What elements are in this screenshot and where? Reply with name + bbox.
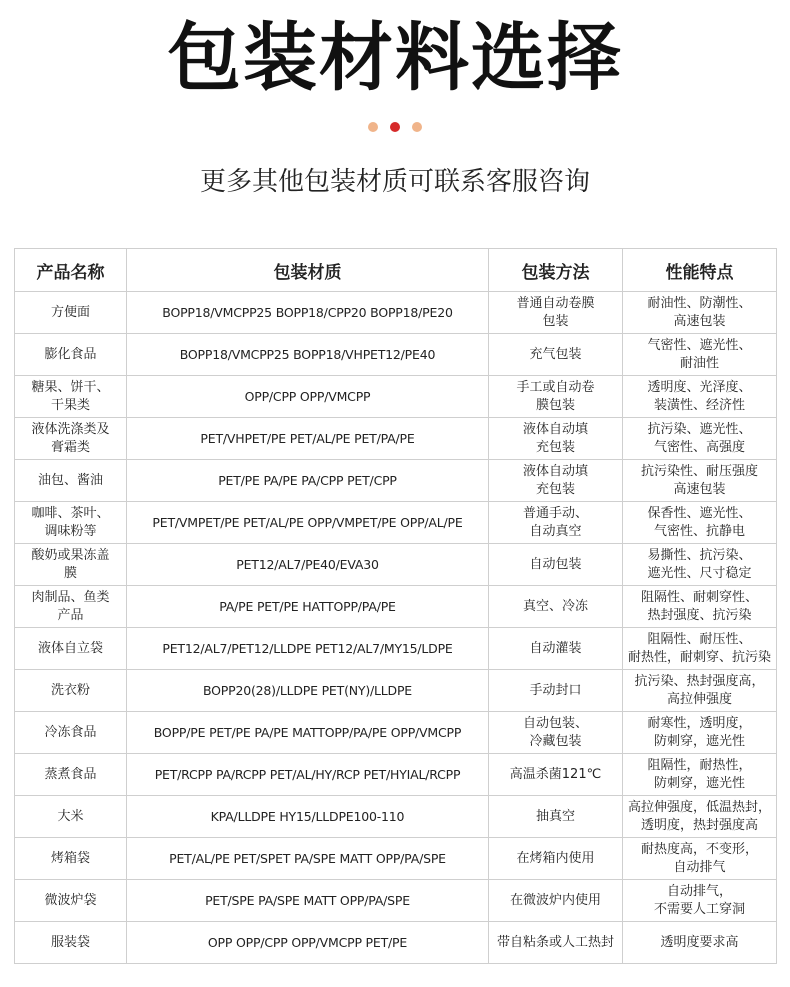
- packaging-method-cell: [489, 418, 623, 460]
- performance-features-line: 透明度，热封强度高: [640, 817, 758, 833]
- packaging-method-line: 包装: [542, 313, 569, 329]
- product-name-line: 油包、酱油: [37, 472, 103, 488]
- packaging-method-cell: [489, 796, 623, 838]
- table-row: [15, 376, 777, 418]
- packaging-method-line: 自动包装、: [522, 715, 588, 731]
- packaging-method-cell: [489, 754, 623, 796]
- performance-features-line: 自动排气: [673, 859, 726, 875]
- packaging-material-cell: PET/VMPET/PE PET/AL/PE OPP/VMPET/PE OPP/AL/PE: [127, 502, 489, 544]
- header-performance-features: 性能特点: [623, 249, 777, 292]
- table-row: [15, 796, 777, 838]
- performance-features-cell: [623, 586, 777, 628]
- performance-features-line: 透明度、光泽度、: [647, 379, 752, 395]
- packaging-material-cell: PET/SPE PA/SPE MATT OPP/PA/SPE: [127, 880, 489, 922]
- product-name-line: 蒸煮食品: [44, 766, 97, 782]
- product-name-cell: [15, 586, 127, 628]
- product-name-line: 膏霜类: [50, 439, 90, 455]
- performance-features-line: 抗污染、热封强度高，: [634, 673, 765, 689]
- product-name-cell: [15, 334, 127, 376]
- packaging-method-line: 高温杀菌121℃: [509, 766, 602, 782]
- performance-features-line: 防刺穿，遮光性: [653, 775, 745, 791]
- table-row: [15, 586, 777, 628]
- product-name-line: 烤箱袋: [50, 850, 90, 866]
- product-name-line: 微波炉袋: [44, 892, 97, 908]
- table-row: [15, 880, 777, 922]
- performance-features-cell: [623, 628, 777, 670]
- table-row: [15, 418, 777, 460]
- packaging-method-line: 真空、冷冻: [522, 598, 588, 614]
- product-name-cell: [15, 880, 127, 922]
- packaging-method-cell: [489, 292, 623, 334]
- packaging-method-cell: [489, 880, 623, 922]
- packaging-method-cell: [489, 544, 623, 586]
- dot-center: [390, 122, 400, 132]
- product-name-cell: [15, 460, 127, 502]
- product-name-line: 冷冻食品: [44, 724, 97, 740]
- packaging-method-line: 液体自动填: [522, 463, 588, 479]
- product-name-line: 调味粉等: [44, 523, 97, 539]
- product-name-cell: [15, 922, 127, 964]
- packaging-method-line: 冷藏包装: [529, 733, 582, 749]
- product-name-line: 大米: [57, 808, 84, 824]
- packaging-material-cell: PET12/AL7/PET12/LLDPE PET12/AL7/MY15/LDPE: [127, 628, 489, 670]
- packaging-method-cell: [489, 670, 623, 712]
- product-name-line: 酸奶或果冻盖: [31, 547, 110, 563]
- product-name-cell: [15, 292, 127, 334]
- packaging-method-line: 在烤箱内使用: [516, 850, 595, 866]
- product-name-line: 产品: [57, 607, 84, 623]
- packaging-material-cell: KPA/LLDPE HY15/LLDPE100-110: [127, 796, 489, 838]
- header-packaging-method: 包装方法: [489, 249, 623, 292]
- performance-features-line: 耐寒性，透明度，: [647, 715, 752, 731]
- product-name-cell: [15, 712, 127, 754]
- product-name-cell: [15, 502, 127, 544]
- performance-features-line: 不需要人工穿洞: [653, 901, 745, 917]
- table-row: [15, 838, 777, 880]
- table-row: [15, 922, 777, 964]
- packaging-material-cell: PET/PE PA/PE PA/CPP PET/CPP: [127, 460, 489, 502]
- packaging-method-line: 自动灌装: [529, 640, 582, 656]
- packaging-method-line: 带自粘条或人工热封: [496, 934, 614, 950]
- performance-features-line: 抗污染性、耐压强度: [640, 463, 758, 479]
- packaging-method-line: 充包装: [535, 481, 575, 497]
- product-name-line: 液体洗涤类及: [31, 421, 110, 437]
- product-name-cell: [15, 754, 127, 796]
- header-product-name: 产品名称: [15, 249, 127, 292]
- performance-features-line: 耐油性、防潮性、: [647, 295, 752, 311]
- performance-features-line: 高速包装: [673, 313, 726, 329]
- table-row: [15, 334, 777, 376]
- product-name-line: 膜: [63, 565, 77, 581]
- packaging-method-cell: [489, 838, 623, 880]
- header-packaging-material: 包装材质: [127, 249, 489, 292]
- packaging-method-cell: [489, 586, 623, 628]
- packaging-material-cell: BOPP18/VMCPP25 BOPP18/VHPET12/PE40: [127, 334, 489, 376]
- packaging-materials-table: [14, 248, 777, 964]
- performance-features-line: 高速包装: [673, 481, 726, 497]
- packaging-material-cell: BOPP18/VMCPP25 BOPP18/CPP20 BOPP18/PE20: [127, 292, 489, 334]
- table-row: [15, 292, 777, 334]
- product-name-cell: [15, 796, 127, 838]
- performance-features-line: 阻隔性，耐热性，: [647, 757, 752, 773]
- performance-features-line: 气密性、遮光性、: [647, 337, 752, 353]
- product-name-line: 液体自立袋: [37, 640, 103, 656]
- packaging-method-line: 膜包装: [535, 397, 575, 413]
- performance-features-cell: [623, 754, 777, 796]
- performance-features-line: 防刺穿，遮光性: [653, 733, 745, 749]
- performance-features-cell: [623, 502, 777, 544]
- packaging-method-line: 充气包装: [529, 346, 582, 362]
- packaging-method-cell: [489, 376, 623, 418]
- product-name-line: 咖啡、茶叶、: [31, 505, 110, 521]
- table-row: [15, 754, 777, 796]
- performance-features-line: 耐热性，耐刺穿、抗污染: [627, 649, 771, 665]
- page-title: 包装材料选择: [167, 15, 623, 101]
- product-name-line: 膨化食品: [44, 346, 97, 362]
- packaging-method-cell: [489, 922, 623, 964]
- performance-features-line: 易撕性、抗污染、: [647, 547, 752, 563]
- performance-features-line: 遮光性、尺寸稳定: [647, 565, 752, 581]
- packaging-method-cell: [489, 628, 623, 670]
- product-name-cell: [15, 418, 127, 460]
- performance-features-line: 气密性、抗静电: [653, 523, 745, 539]
- dot-left: [368, 122, 378, 132]
- page-subtitle: 更多其他包装材质可联系客服咨询: [199, 167, 590, 197]
- dot-right: [412, 122, 422, 132]
- performance-features-cell: [623, 460, 777, 502]
- product-name-line: 糖果、饼干、: [31, 379, 110, 395]
- performance-features-cell: [623, 418, 777, 460]
- packaging-method-line: 自动包装: [529, 556, 582, 572]
- performance-features-cell: [623, 838, 777, 880]
- product-name-cell: [15, 544, 127, 586]
- packaging-method-cell: [489, 334, 623, 376]
- table-row: [15, 628, 777, 670]
- performance-features-line: 阻隔性、耐压性、: [647, 631, 752, 647]
- performance-features-line: 抗污染、遮光性、: [647, 421, 752, 437]
- product-name-cell: [15, 670, 127, 712]
- packaging-material-cell: BOPP20(28)/LLDPE PET(NY)/LLDPE: [127, 670, 489, 712]
- packaging-method-line: 抽真空: [535, 808, 575, 824]
- performance-features-cell: [623, 922, 777, 964]
- table-body: [15, 292, 777, 964]
- product-name-cell: [15, 628, 127, 670]
- performance-features-line: 耐油性: [679, 355, 719, 371]
- table-row: [15, 712, 777, 754]
- performance-features-cell: [623, 670, 777, 712]
- product-name-cell: [15, 376, 127, 418]
- performance-features-line: 气密性、高强度: [653, 439, 745, 455]
- packaging-method-line: 手动封口: [529, 682, 582, 698]
- performance-features-cell: [623, 292, 777, 334]
- product-name-line: 干果类: [50, 397, 90, 413]
- performance-features-cell: [623, 880, 777, 922]
- performance-features-line: 保香性、遮光性、: [647, 505, 752, 521]
- performance-features-line: 耐热度高，不变形，: [640, 841, 758, 857]
- packaging-method-line: 手工或自动卷: [516, 379, 595, 395]
- table-row: [15, 544, 777, 586]
- performance-features-cell: [623, 334, 777, 376]
- performance-features-line: 装潢性、经济性: [653, 397, 745, 413]
- table-row: [15, 502, 777, 544]
- performance-features-line: 透明度要求高: [660, 934, 739, 950]
- performance-features-cell: [623, 712, 777, 754]
- packaging-material-cell: PET/RCPP PA/RCPP PET/AL/HY/RCP PET/HYIAL/RCPP: [127, 754, 489, 796]
- packaging-method-cell: [489, 460, 623, 502]
- decorative-dots: [0, 122, 790, 134]
- packaging-material-cell: PA/PE PET/PE HATTOPP/PA/PE: [127, 586, 489, 628]
- packaging-method-line: 普通手动、: [522, 505, 588, 521]
- performance-features-cell: [623, 796, 777, 838]
- performance-features-line: 阻隔性、耐刺穿性、: [640, 589, 758, 605]
- packaging-method-line: 普通自动卷膜: [516, 295, 595, 311]
- packaging-material-cell: OPP OPP/CPP OPP/VMCPP PET/PE: [127, 922, 489, 964]
- packaging-method-line: 液体自动填: [522, 421, 588, 437]
- product-name-line: 方便面: [50, 304, 90, 320]
- packaging-method-line: 充包装: [535, 439, 575, 455]
- packaging-material-cell: PET12/AL7/PE40/EVA30: [127, 544, 489, 586]
- packaging-method-cell: [489, 712, 623, 754]
- product-name-cell: [15, 838, 127, 880]
- packaging-material-cell: PET/AL/PE PET/SPET PA/SPE MATT OPP/PA/SPE: [127, 838, 489, 880]
- table-header-row: [15, 249, 777, 292]
- packaging-material-cell: OPP/CPP OPP/VMCPP: [127, 376, 489, 418]
- performance-features-cell: [623, 544, 777, 586]
- performance-features-cell: [623, 376, 777, 418]
- packaging-method-cell: [489, 502, 623, 544]
- performance-features-line: 自动排气，: [666, 883, 732, 899]
- packaging-material-cell: BOPP/PE PET/PE PA/PE MATTOPP/PA/PE OPP/VMCPP: [127, 712, 489, 754]
- product-name-line: 肉制品、鱼类: [31, 589, 110, 605]
- table-row: [15, 460, 777, 502]
- table-row: [15, 670, 777, 712]
- product-name-line: 洗衣粉: [50, 682, 90, 698]
- packaging-material-cell: PET/VHPET/PE PET/AL/PE PET/PA/PE: [127, 418, 489, 460]
- performance-features-line: 高拉伸强度，低温热封，: [627, 799, 771, 815]
- packaging-method-line: 自动真空: [529, 523, 582, 539]
- performance-features-line: 高拉伸强度: [666, 691, 732, 707]
- product-name-line: 服装袋: [50, 934, 90, 950]
- packaging-method-line: 在微波炉内使用: [509, 892, 601, 908]
- performance-features-line: 热封强度、抗污染: [647, 607, 752, 623]
